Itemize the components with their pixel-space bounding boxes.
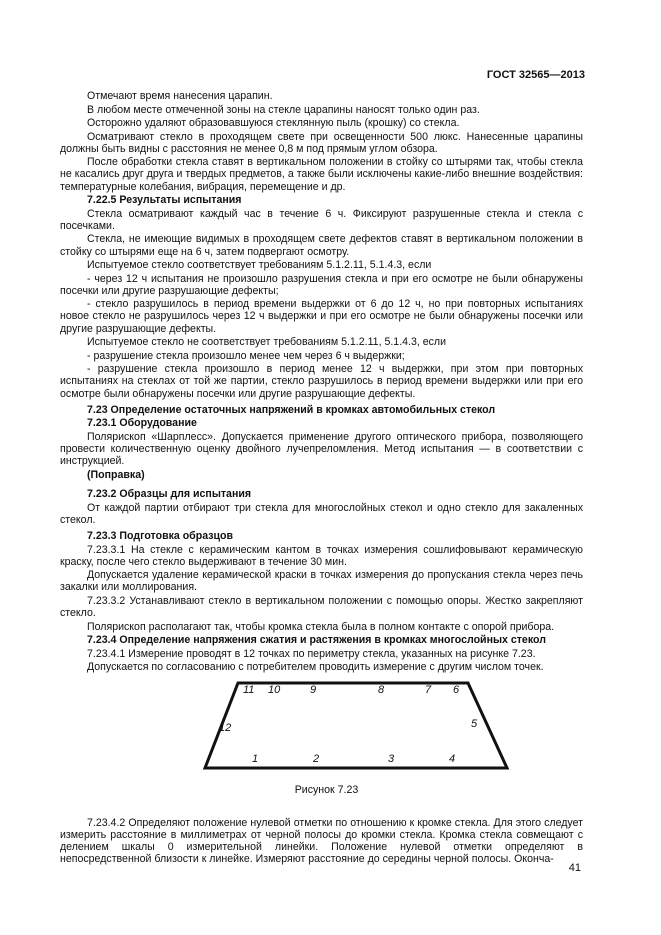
paragraph: 7.23.3.1 На стекле с керамическим кантом в точках измерения сошлифовывают керамическую краску, после чего стекло выдерживают в течение 30 мин. bbox=[60, 543, 583, 568]
page-number: 41 bbox=[568, 862, 581, 874]
paragraph: Полярископ располагают так, чтобы кромка стекла была в полном контакте с опорой прибора. bbox=[87, 620, 555, 633]
paragraph: В любом месте отмеченной зоны на стекле царапины наносят только один раз. bbox=[87, 103, 480, 116]
section-heading-7-23: 7.23 Определение остаточных напряжений в кромках автомобильных стекол bbox=[87, 403, 496, 416]
paragraph: Осматривают стекло в проходящем свете при освещенности 500 люкс. Нанесенные царапины должны быть видны с расстояния не менее 0,8 м под прямым углом обзора. bbox=[60, 130, 583, 155]
point-label: 1 bbox=[252, 753, 259, 766]
section-heading-7-23-3: 7.23.3 Подготовка образцов bbox=[87, 530, 233, 543]
paragraph: Стекла, не имеющие видимых в проходящем свете дефектов ставят в вертикальном положении в стойку со штырями еще на 6 ч, затем подвергают осмотру. bbox=[60, 233, 583, 258]
paragraph: Осторожно удаляют образовавшуюся стеклянную пыль (крошку) со стекла. bbox=[87, 117, 460, 129]
point-label: 2 bbox=[313, 753, 320, 766]
paragraph: - через 12 ч испытания не произошло разрушения стекла и при его осмотре не были обнаружены посечки или другие разрушающие дефекты; bbox=[60, 272, 583, 297]
section-heading-7-23-4: 7.23.4 Определение напряжения сжатия и растяжения в кромках многослойных стекол bbox=[87, 634, 546, 647]
point-label: 11 bbox=[243, 684, 255, 697]
paragraph: Полярископ «Шарплесс». Допускается применение другого оптического прибора, позволяющего провести количественную оценку двойного лучепреломления. Метод испытания — в соответствии с инструкцией. bbox=[60, 430, 583, 468]
correction-note: (Поправка) bbox=[87, 468, 145, 481]
point-label: 4 bbox=[449, 753, 456, 766]
paragraph: - стекло разрушилось в период времени выдержки от 6 до 12 ч, но при повторных испытаниях новое стекло не разрушилось через 12 ч выдержки и при его осмотре не были обнаружены посечки или другие разрушающие дефекты. bbox=[60, 298, 583, 335]
glass-outline-diagram bbox=[60, 677, 583, 792]
paragraph: Стекла осматривают каждый час в течение 6 ч. Фиксируют разрушенные стекла и стекла с посечками. bbox=[60, 207, 583, 232]
document-header: ГОСТ 32565—2013 bbox=[486, 69, 585, 81]
paragraph: Испытуемое стекло соответствует требованиям 5.1.2.11, 5.1.4.3, если bbox=[87, 259, 432, 272]
paragraph: Отмечают время нанесения царапин. bbox=[87, 90, 273, 102]
point-label: 12 bbox=[219, 722, 232, 735]
figure-7-23 bbox=[60, 677, 583, 792]
point-label: 10 bbox=[268, 684, 281, 697]
section-heading-7-23-1: 7.23.1 Оборудование bbox=[87, 417, 197, 430]
paragraph: От каждой партии отбирают три стекла для многослойных стекол и одно стекло для закаленных стекол. bbox=[60, 501, 583, 526]
figure-caption: Рисунок 7.23 bbox=[294, 784, 359, 797]
paragraph: Испытуемое стекло не соответствует требованиям 5.1.2.11, 5.1.4.3, если bbox=[87, 336, 447, 349]
point-label: 3 bbox=[388, 753, 395, 766]
point-label: 9 bbox=[310, 684, 317, 697]
section-heading-7-23-2: 7.23.2 Образцы для испытания bbox=[87, 488, 252, 501]
paragraph: Допускается удаление керамической краски в точках измерения до пропускания стекла через печь закалки или моллирования. bbox=[60, 569, 583, 594]
point-label: 6 bbox=[453, 684, 460, 697]
section-heading-7-22-5: 7.22.5 Результаты испытания bbox=[87, 194, 242, 207]
paragraph: После обработки стекла ставят в вертикальном положении в стойку со штырями так, чтобы стекла не касались друг друга и твердых предметов, а также были исключены какие-либо внешние воздействия: температурные колебания, вибрация, перемещение и др. bbox=[60, 156, 583, 193]
paragraph: 7.23.3.2 Устанавливают стекло в вертикальном положении с помощью опоры. Жестко закрепляют стекло. bbox=[60, 594, 583, 620]
paragraph: 7.23.4.2 Определяют положение нулевой отметки по отношению к кромке стекла. Для этого следует измерить расстояние в миллиметрах от черной полосы до кромки стекла. Кромка стекла совмещают с делением шкалы 0 измерительной линейки. Положение нулевой отметки определяют в непосредственной близости к линейке. Измеряют расстояние до середины черной полосы. Оконча- bbox=[60, 816, 583, 866]
paragraph: - разрушение стекла произошло в период менее 12 ч выдержки, при этом при повторных испытаниях на стеклах от той же партии, стекло разрушилось в период времени выдержки или при его осмотре были обнаружены посечки или другие разрушающие дефекты. bbox=[60, 363, 583, 400]
paragraph: 7.23.4.1 Измерение проводят в 12 точках по периметру стекла, указанных на рисунке 7.23. bbox=[87, 647, 536, 660]
point-label: 5 bbox=[471, 718, 478, 731]
point-label: 8 bbox=[378, 684, 385, 697]
page-body bbox=[60, 90, 583, 867]
paragraph: - разрушение стекла произошло менее чем через 6 ч выдержки; bbox=[87, 349, 405, 362]
paragraph: Допускается по согласованию с потребителем проводить измерение с другим числом точек. bbox=[87, 661, 544, 674]
point-label: 7 bbox=[425, 684, 432, 697]
